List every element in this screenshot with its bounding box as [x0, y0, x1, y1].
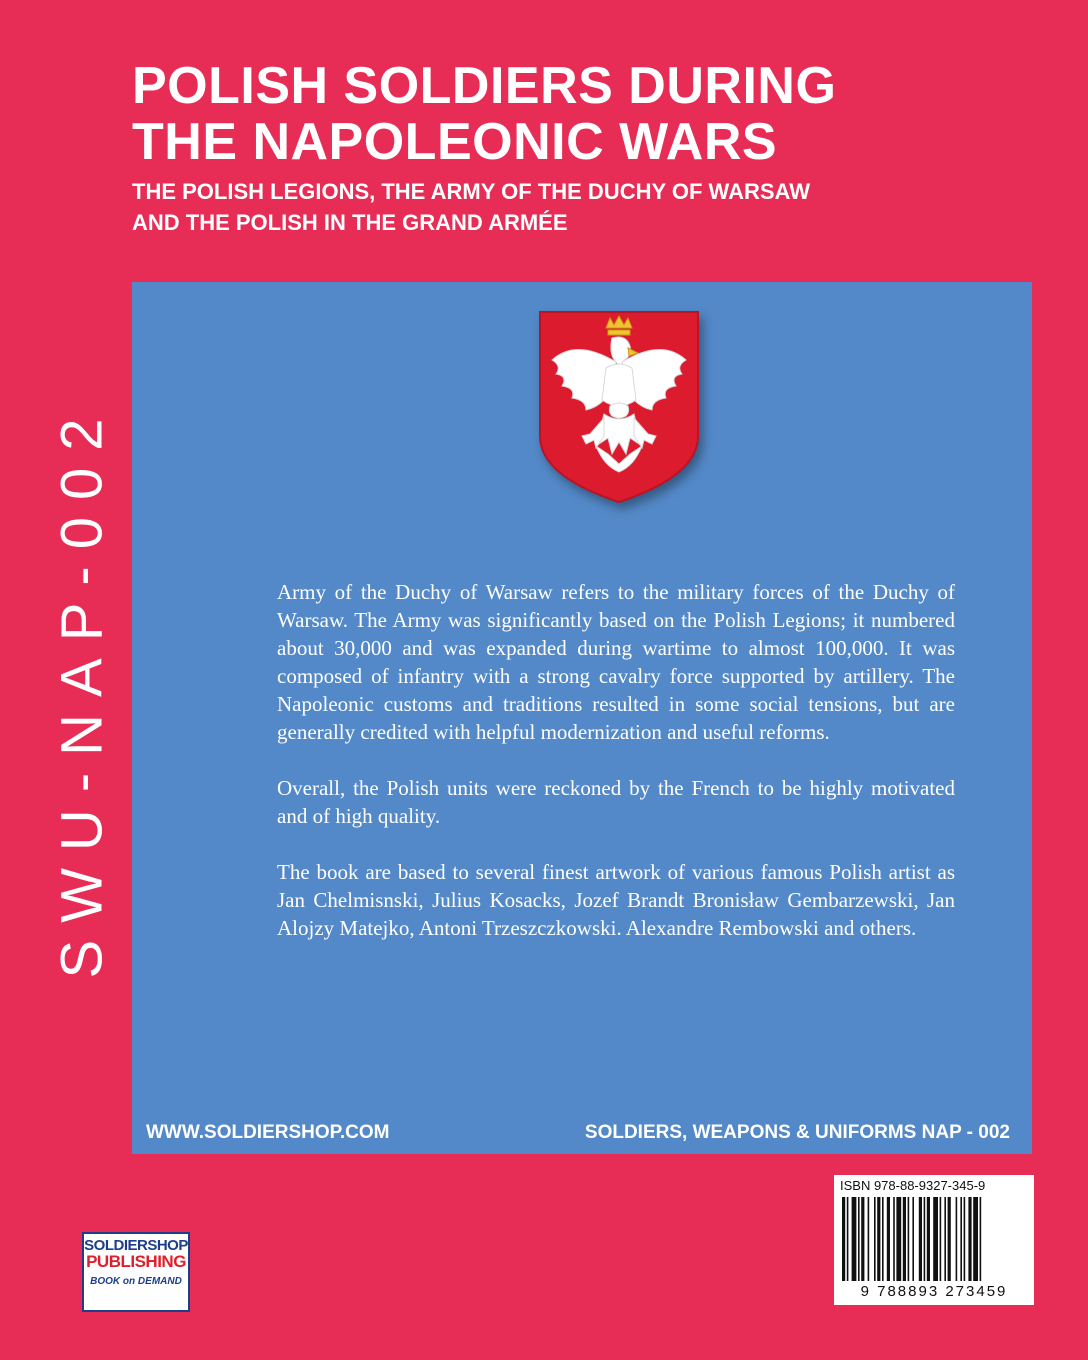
- logo-line-2: PUBLISHING: [86, 1252, 186, 1271]
- spine-series-code: SWU-NAP-002: [49, 401, 115, 979]
- description-text: [277, 578, 955, 970]
- subtitle-line-1: THE POLISH LEGIONS, THE ARMY OF THE DUCHY OF WARSAW: [132, 179, 810, 204]
- barcode-digits: 9 788893 273459: [860, 1283, 1008, 1300]
- logo-line-3: BOOK on DEMAND: [90, 1276, 182, 1287]
- description-paragraph-1: Army of the Duchy of Warsaw refers to the military forces of the Duchy of Warsaw. The Army was significantly based on the Polish Legions; it numbered about 30,000 and was expanded during wartime to almost 100,000. It was composed of infantry with a strong cavalry force supported by artillery. The Napoleonic customs and traditions resulted in some social tensions, but are generally credited with helpful modernization and useful reforms.: [277, 580, 955, 744]
- subtitle-line-2: AND THE POLISH IN THE GRAND ARMÉE: [132, 210, 568, 235]
- polish-eagle-crest-icon: [534, 308, 704, 504]
- isbn-barcode: [834, 1175, 1034, 1305]
- description-panel: [132, 282, 1032, 1154]
- website-url[interactable]: WWW.SOLDIERSHOP.COM: [146, 1122, 390, 1143]
- title-line-2: THE NAPOLEONIC WARS: [132, 113, 778, 171]
- description-paragraph-2: Overall, the Polish units were reckoned by the French to be highly motivated and of high quality.: [277, 776, 955, 828]
- book-subtitle: [132, 176, 1032, 238]
- book-title: [132, 58, 1032, 238]
- title-line-1: POLISH SOLDIERS DURING: [132, 57, 837, 115]
- barcode-icon: [840, 1197, 1028, 1281]
- publisher-logo: [82, 1232, 190, 1312]
- logo-line-1: SOLDIERSHOP: [84, 1237, 188, 1254]
- isbn-label: ISBN 978-88-9327-345-9: [840, 1178, 986, 1193]
- description-paragraph-3: The book are based to several finest artwork of various famous Polish artist as Jan Chelmisnski, Julius Kosacks, Jozef Brandt Bronisław Gembarzewski, Jan Alojzy Matejko, Antoni Trzeszczkowski. Alexandre Rembowski and others.: [277, 860, 955, 940]
- series-name: SOLDIERS, WEAPONS & UNIFORMS NAP - 002: [584, 1122, 1010, 1143]
